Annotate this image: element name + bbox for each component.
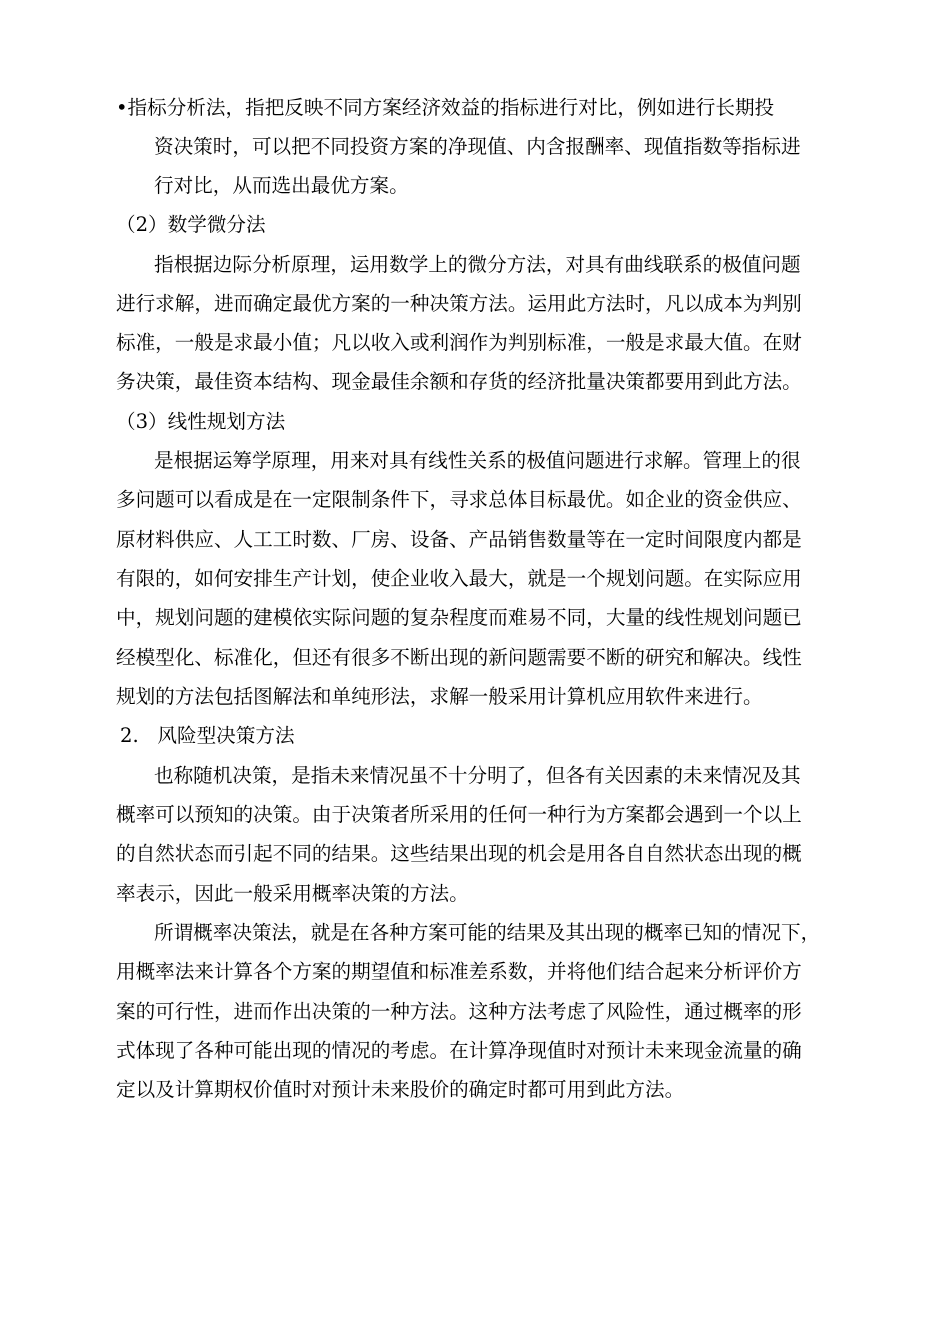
para-linear-line-7: 规划的方法包括图解法和单纯形法，求解一般采用计算机应用软件来进行。 (116, 685, 763, 708)
para-linear-line-2: 多问题可以看成是在一定限制条件下，寻求总体目标最优。如企业的资金供应、 (116, 488, 802, 511)
para-probability-line-2: 用概率法来计算各个方案的期望值和标准差系数，并将他们结合起来分析评价方 (116, 960, 802, 983)
para-risk-line-3: 的自然状态而引起不同的结果。这些结果出现的机会是用各自自然状态出现的概 (116, 842, 802, 865)
para-probability-line-5: 定以及计算期权价值时对预计未来股价的确定时都可用到此方法。 (116, 1078, 685, 1101)
para-linear-line-6: 经模型化、标准化，但还有很多不断出现的新问题需要不断的研究和解决。线性 (116, 646, 802, 669)
heading-risk-decision: 2. 风险型决策方法 (120, 724, 295, 747)
para-linear-line-3: 原材料供应、人工工时数、厂房、设备、产品销售数量等在一定时间限度内都是 (116, 528, 802, 551)
heading-math-differential: （2）数学微分法 (116, 213, 266, 236)
para-differential-line-1: 指根据边际分析原理，运用数学上的微分方法，对具有曲线联系的极值问题 (154, 253, 801, 276)
para-risk-line-1: 也称随机决策，是指未来情况虽不十分明了，但各有关因素的未来情况及其 (154, 764, 801, 787)
para-probability-line-4: 式体现了各种可能出现的情况的考虑。在计算净现值时对预计未来现金流量的确 (116, 1039, 802, 1062)
para-differential-line-2: 进行求解，进而确定最优方案的一种决策方法。运用此方法时，凡以成本为判别 (116, 292, 802, 315)
para-linear-line-1: 是根据运筹学原理，用来对具有线性关系的极值问题进行求解。管理上的很 (154, 449, 801, 472)
para-differential-line-4: 务决策，最佳资本结构、现金最佳余额和存货的经济批量决策都要用到此方法。 (116, 370, 802, 393)
para-linear-line-5: 中，规划问题的建模依实际问题的复杂程度而难易不同，大量的线性规划问题已 (116, 606, 802, 629)
para-risk-line-4: 率表示，因此一般采用概率决策的方法。 (116, 882, 469, 905)
heading-linear-programming: （3）线性规划方法 (116, 410, 286, 433)
bullet-indicator-analysis-line-3: 行对比，从而选出最优方案。 (154, 174, 409, 197)
bullet-indicator-analysis-line-2: 资决策时，可以把不同投资方案的净现值、内含报酬率、现值指数等指标进 (154, 135, 801, 158)
bullet-indicator-analysis-line-1: •指标分析法，指把反映不同方案经济效益的指标进行对比，例如进行长期投 (116, 96, 775, 119)
para-linear-line-4: 有限的，如何安排生产计划，使企业收入最大，就是一个规划问题。在实际应用 (116, 567, 802, 590)
para-differential-line-3: 标准，一般是求最小值；凡以收入或利润作为判别标准，一般是求最大值。在财 (116, 331, 802, 354)
para-probability-line-3: 案的可行性，进而作出决策的一种方法。这种方法考虑了风险性，通过概率的形 (116, 1000, 802, 1023)
para-risk-line-2: 概率可以预知的决策。由于决策者所采用的任何一种行为方案都会遇到一个以上 (116, 803, 802, 826)
para-probability-line-1: 所谓概率决策法，就是在各种方案可能的结果及其出现的概率已知的情况下， (154, 921, 821, 944)
